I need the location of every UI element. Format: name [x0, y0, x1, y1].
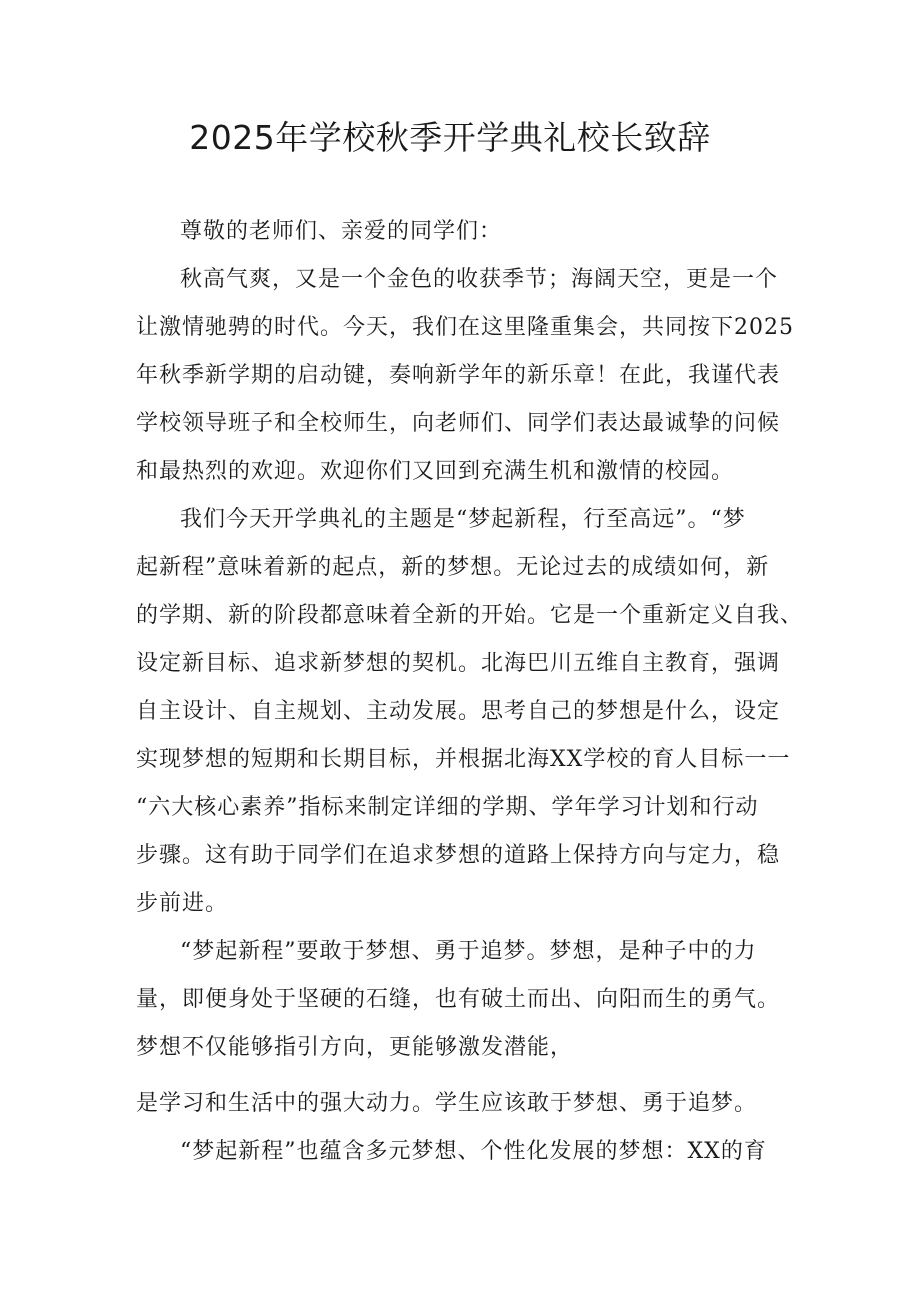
body-line: 让激情驰骋的时代。今天，我们在这里隆重集会，共同按下2025 — [136, 315, 794, 340]
salutation-line: 尊敬的老师们、亲爱的同学们： — [180, 219, 503, 244]
body-line: 步骤。这有助于同学们在追求梦想的道路上保持方向与定力，稳 — [136, 843, 781, 868]
body-line: 量，即便身处于坚硬的石缝，也有破土而出、向阳而生的勇气。 — [136, 987, 781, 1012]
body-line: 秋高气爽，又是一个金色的收获季节；海阔天空，更是一个 — [180, 267, 779, 292]
document-title: 2025年学校秋季开学典礼校长致辞 — [189, 118, 711, 157]
body-line: 梦想不仅能够指引方向，更能够激发潜能， — [136, 1035, 574, 1060]
body-line: 起新程”意味着新的起点，新的梦想。无论过去的成绩如何，新 — [136, 555, 770, 580]
body-line: 和最热烈的欢迎。欢迎你们又回到充满生机和激情的校园。 — [136, 459, 735, 484]
body-line: 年秋季新学期的启动键，奏响新学年的新乐章！在此，我谨代表 — [136, 363, 781, 388]
body-line: 设定新目标、追求新梦想的契机。北海巴川五维自主教育，强调 — [136, 651, 781, 676]
body-line: 我们今天开学典礼的主题是“梦起新程，行至高远”。“梦 — [180, 507, 746, 532]
body-line: “梦起新程”要敢于梦想、勇于追梦。梦想，是种子中的力 — [180, 939, 757, 964]
body-line: 步前进。 — [136, 891, 229, 916]
body-line: 学校领导班子和全校师生，向老师们、同学们表达最诚挚的问候 — [136, 411, 781, 436]
body-line: 是学习和生活中的强大动力。学生应该敢于梦想、勇于追梦。 — [136, 1091, 758, 1116]
body-line: 实现梦想的短期和长期目标，并根据北海XX学校的育人目标一一 — [136, 747, 791, 772]
body-line: 的学期、新的阶段都意味着全新的开始。它是一个重新定义自我、 — [136, 603, 804, 628]
body-line: 自主设计、自主规划、主动发展。思考自己的梦想是什么，设定 — [136, 699, 781, 724]
body-line: “六大核心素养”指标来制定详细的学期、学年学习计划和行动 — [136, 795, 759, 820]
body-line: “梦起新程”也蕴含多元梦想、个性化发展的梦想：XX的育 — [180, 1139, 767, 1164]
